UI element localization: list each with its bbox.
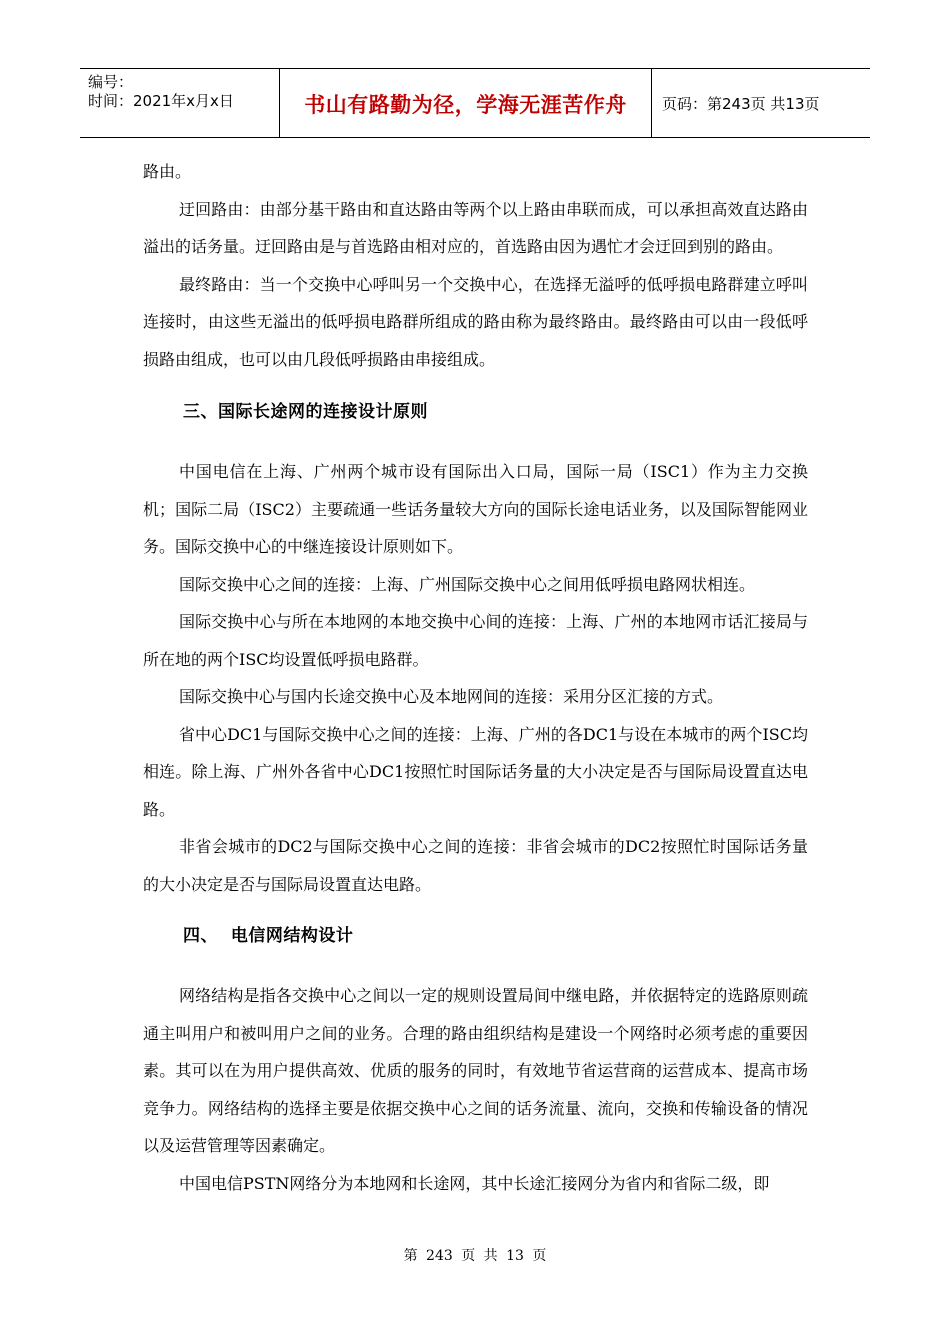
paragraph: 路由。	[143, 162, 192, 181]
document-header	[80, 68, 870, 138]
header-time-label: 时间：2021年x月x日	[88, 92, 234, 110]
paragraph: 最终路由：当一个交换中心呼叫另一个交换中心，在选择无溢呼的低呼损电路群建立呼叫连接时，由这些无溢出的低呼损电路群所组成的路由称为最终路由。最终路由可以由一段低呼损路由组成，也可以由几段低呼损路由串接组成。	[143, 274, 808, 369]
paragraph: 中国电信在上海、广州两个城市设有国际出入口局，国际一局（ISC1）作为主力交换机；国际二局（ISC2）主要疏通一些话务量较大方向的国际长途电话业务，以及国际智能网业务。国际交换中心的中继连接设计原则如下。	[143, 462, 808, 556]
paragraph: 网络结构是指各交换中心之间以一定的规则设置局间中继电路，并依据特定的选路原则疏通主叫用户和被叫用户之间的业务。合理的路由组织结构是建设一个网络时必须考虑的重要因素。其可以在为用户提供高效、优质的服务的同时，有效地节省运营商的运营成本、提高市场竞争力。网络结构的选择主要是依据交换中心之间的话务流量、流向，交换和传输设备的情况以及运营管理等因素确定。	[143, 986, 808, 1155]
document-body	[143, 153, 808, 1202]
paragraph: 国际交换中心与国内长途交换中心及本地网间的连接：采用分区汇接的方式。	[179, 687, 724, 706]
paragraph: 省中心DC1与国际交换中心之间的连接：上海、广州的各DC1与设在本城市的两个ISC均相连。除上海、广州外各省中心DC1按照忙时国际话务量的大小决定是否与国际局设置直达电路。	[143, 724, 808, 819]
header-motto: 书山有路勤为径，学海无涯苦作舟	[280, 69, 652, 137]
section-heading: 四、 电信网结构设计	[183, 926, 354, 946]
paragraph: 中国电信PSTN网络分为本地网和长途网，其中长途汇接网分为省内和省际二级，即	[179, 1173, 770, 1193]
paragraph: 迂回路由：由部分基干路由和直达路由等两个以上路由串联而成，可以承担高效直达路由溢出的话务量。迂回路由是与首选路由相对应的，首选路由因为遇忙才会迂回到别的路由。	[143, 199, 808, 256]
page-footer: 第 243 页 共 13 页	[403, 1248, 547, 1264]
section-heading: 三、国际长途网的连接设计原则	[183, 402, 428, 422]
paragraph: 非省会城市的DC2与国际交换中心之间的连接：非省会城市的DC2按照忙时国际话务量的大小决定是否与国际局设置直达电路。	[143, 837, 808, 894]
paragraph: 国际交换中心与所在本地网的本地交换中心间的连接：上海、广州的本地网市话汇接局与所在地的两个ISC均设置低呼损电路群。	[143, 612, 808, 669]
header-page-info: 页码：第243页 共13页	[662, 94, 820, 113]
paragraph: 国际交换中心之间的连接：上海、广州国际交换中心之间用低呼损电路网状相连。	[179, 574, 756, 594]
header-number-label: 编号：	[88, 73, 134, 91]
header-meta-cell	[80, 69, 280, 137]
